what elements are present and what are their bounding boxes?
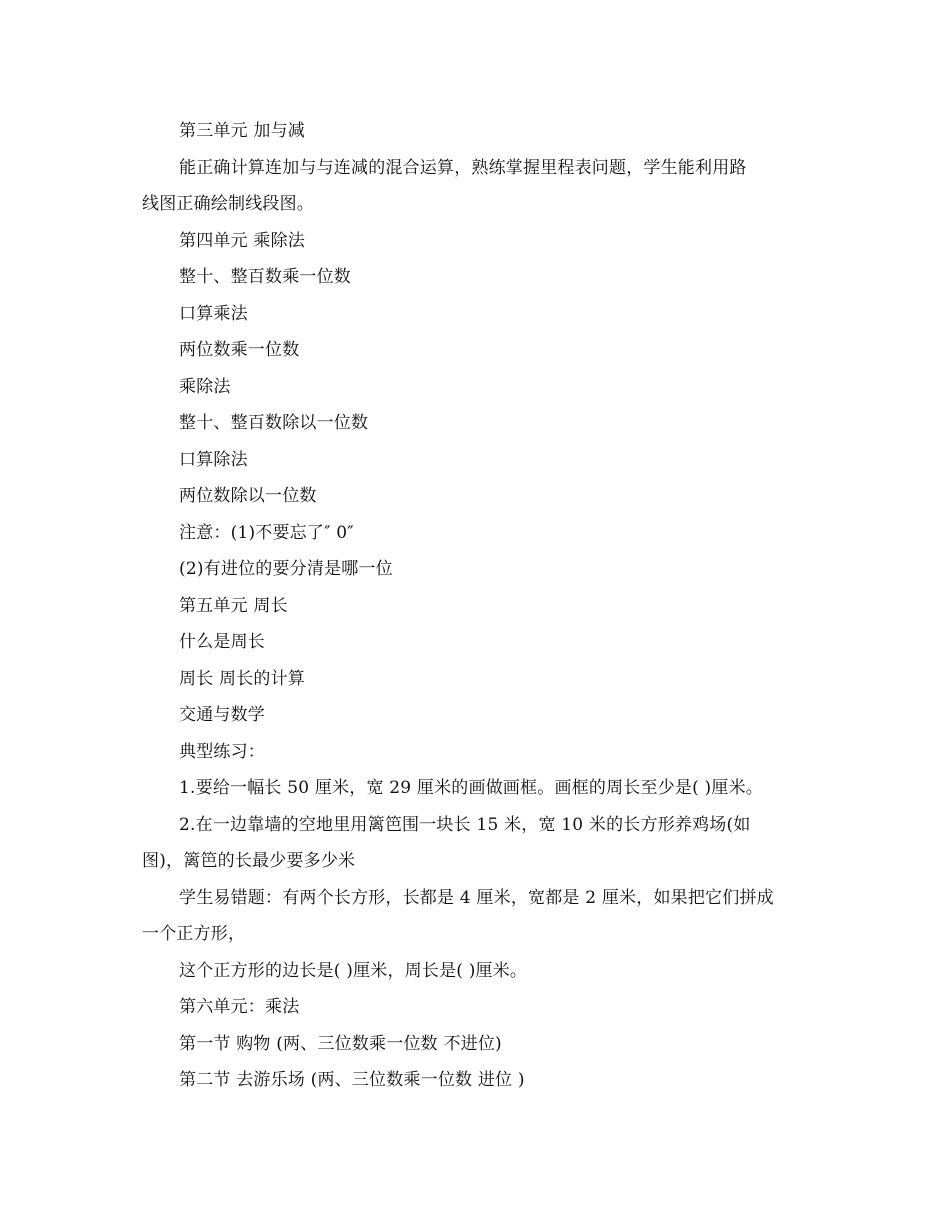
list-item: 交通与数学 — [179, 705, 265, 725]
common-mistake-question: 学生易错题：有两个长方形，长都是 4 厘米，宽都是 2 厘米，如果把它们拼成 — [179, 887, 774, 908]
unit-3-heading: 第三单元 加与减 — [179, 121, 306, 141]
unit-5-heading: 第五单元 周长 — [179, 595, 288, 616]
paragraph-line: 能正确计算连加与与连减的混合运算，熟练掌握里程表问题，学生能利用路 — [179, 157, 747, 178]
common-mistake-question-continued: 一个正方形， — [142, 924, 246, 944]
practice-question-2-continued: 图)，篱笆的长最少要多少米 — [142, 851, 356, 871]
list-item: 两位数乘一位数 — [179, 340, 300, 360]
list-item: 乘除法 — [179, 376, 231, 397]
list-item: 口算乘法 — [179, 303, 248, 324]
practice-heading: 典型练习： — [179, 741, 265, 762]
list-item: 周长 周长的计算 — [179, 668, 306, 689]
list-item: 整十、整百数乘一位数 — [179, 267, 351, 287]
practice-question-1: 1.要给一幅长 50 厘米，宽 29 厘米的画做画框。画框的周长至少是( )厘米。 — [179, 778, 763, 798]
section-1-line: 第一节 购物 (两、三位数乘一位数 不进位) — [179, 1033, 502, 1054]
note-line: 注意：(1)不要忘了″ 0″ — [179, 522, 354, 543]
common-mistake-question-followup: 这个正方形的边长是( )厘米，周长是( )厘米。 — [179, 960, 528, 981]
unit-4-heading: 第四单元 乘除法 — [179, 230, 306, 251]
document-body — [142, 113, 822, 1099]
list-item: 整十、整百数除以一位数 — [179, 413, 369, 433]
section-2-line: 第二节 去游乐场 (两、三位数乘一位数 进位 ) — [179, 1070, 525, 1090]
note-line: (2)有进位的要分清是哪一位 — [179, 559, 393, 579]
practice-question-2: 2.在一边靠墙的空地里用篱笆围一块长 15 米，宽 10 米的长方形养鸡场(如 — [179, 814, 751, 835]
unit-6-heading: 第六单元：乘法 — [179, 997, 300, 1017]
list-item: 什么是周长 — [179, 632, 265, 652]
list-item: 两位数除以一位数 — [179, 486, 317, 506]
paragraph-line-continued: 线图正确绘制线段图。 — [142, 194, 314, 214]
list-item: 口算除法 — [179, 449, 248, 470]
